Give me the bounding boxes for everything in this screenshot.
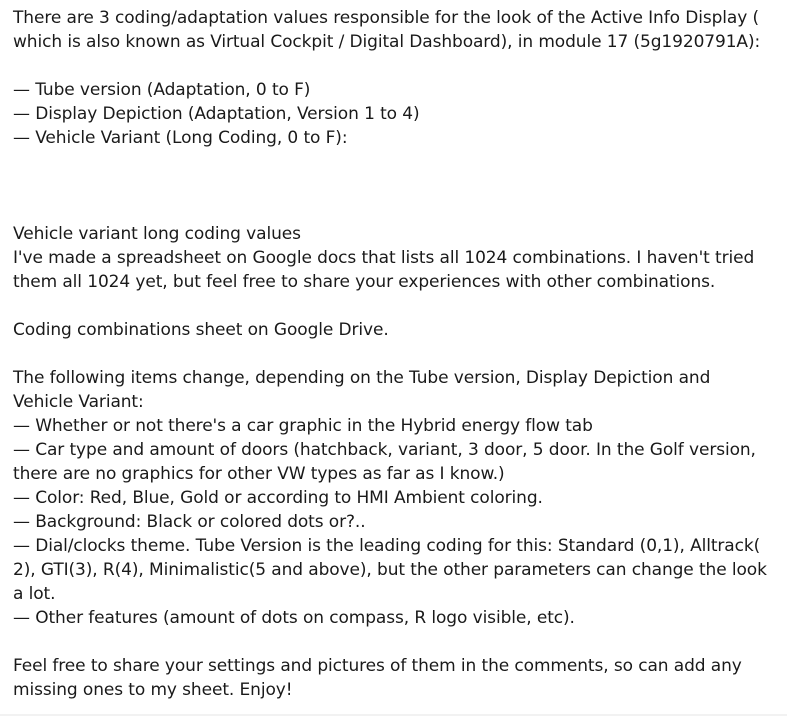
changes-intro-line: The following items change, depending on the Tube version, Display Depiction and [13,368,711,388]
list-item [13,510,783,534]
changes-section [13,366,783,630]
list-item [13,486,783,510]
list-item-line: — Car type and amount of doors (hatchback, variant, 3 door, 5 door. In the Golf version, [13,440,756,460]
variant-paragraph [13,222,783,294]
spacer [13,342,783,366]
list-item [13,606,783,630]
list-item-line: there are no graphics for other VW types as far as I know.) [13,464,505,484]
sheet-link-paragraph [13,318,783,342]
intro-line: There are 3 coding/adaptation values responsible for the look of the Active Info Display ( [13,8,759,28]
spacer [13,54,783,78]
outro-line: Feel free to share your settings and pictures of them in the comments, so can add any [13,656,742,676]
list-item-line: — Whether or not there's a car graphic in the Hybrid energy flow tab [13,416,593,436]
list-item-line: a lot. [13,584,56,604]
outro-line: missing ones to my sheet. Enjoy! [13,680,293,700]
list-item-line: 2), GTI(3), R(4), Minimalistic(5 and above), but the other parameters can change the look [13,560,767,580]
spacer [13,150,783,222]
spacer [13,294,783,318]
intro-paragraph [13,6,783,54]
list-item-display-depiction: — Display Depiction (Adaptation, Version 1 to 4) [13,104,420,124]
intro-line: which is also known as Virtual Cockpit / Digital Dashboard), in module 17 (5g1920791A): [13,32,761,52]
outro-paragraph [13,654,783,702]
spacer [13,630,783,654]
list-item-line: — Other features (amount of dots on compass, R logo visible, etc). [13,608,575,628]
list-item-line: — Background: Black or colored dots or?.. [13,512,366,532]
list-item-vehicle-variant: — Vehicle Variant (Long Coding, 0 to F): [13,128,348,148]
changes-intro-line: Vehicle Variant: [13,392,144,412]
variant-line: them all 1024 yet, but feel free to share your experiences with other combinations. [13,272,716,292]
list-item [13,438,783,486]
section-heading: Vehicle variant long coding values [13,224,301,244]
list-item [13,414,783,438]
list-item-line: — Color: Red, Blue, Gold or according to HMI Ambient coloring. [13,488,543,508]
list-item [13,534,783,606]
variant-line: I've made a spreadsheet on Google docs that lists all 1024 combinations. I haven't tried [13,248,755,268]
article-body [13,6,783,702]
list-item-tube-version: — Tube version (Adaptation, 0 to F) [13,80,311,100]
sheet-link-text: Coding combinations sheet on Google Drive. [13,320,389,340]
coding-values-list [13,78,783,150]
list-item-line: — Dial/clocks theme. Tube Version is the leading coding for this: Standard (0,1), Alltrack( [13,536,761,556]
